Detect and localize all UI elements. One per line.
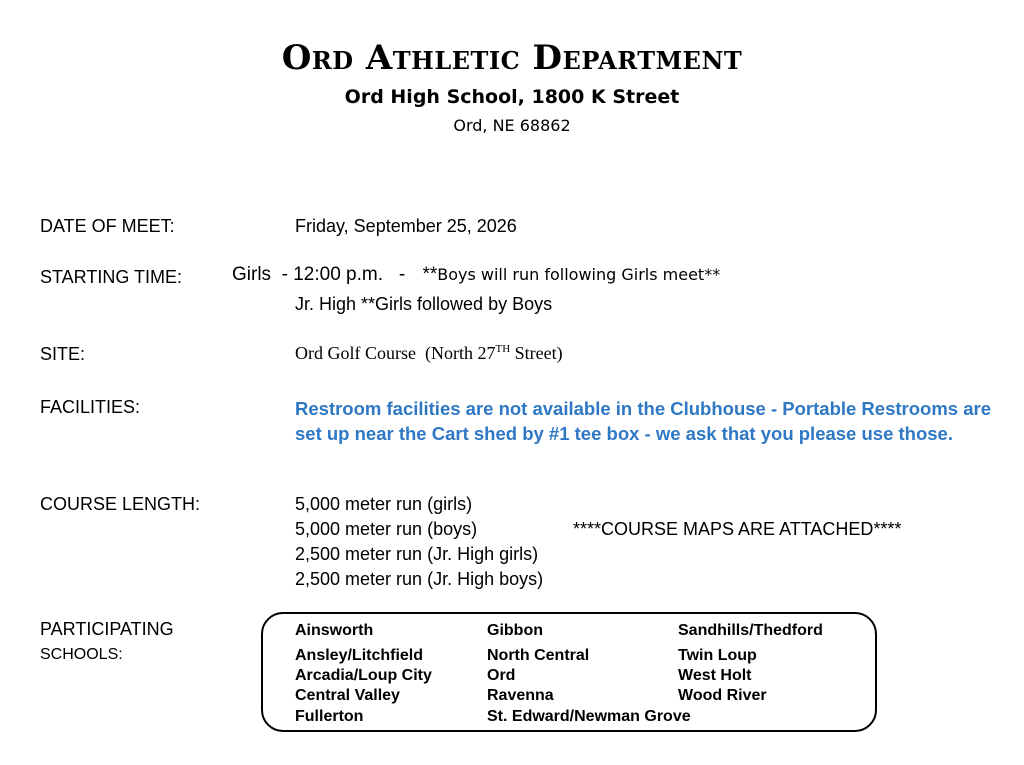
site-value: [295, 343, 563, 364]
starting-time-girls: [232, 264, 720, 286]
page-title: Ord Athletic Department: [281, 38, 743, 78]
site-value-superscript: TH: [495, 343, 511, 355]
school-item: North Central: [487, 647, 590, 664]
site-value-before: Ord Golf Course (North 27: [295, 343, 496, 363]
date-of-meet-label: DATE OF MEET:: [40, 216, 175, 236]
school-item: Twin Loup: [678, 647, 757, 664]
page-subtitle: Ord High School, 1800 K Street: [344, 86, 680, 108]
school-item: Gibbon: [487, 622, 543, 639]
boys-start-note: Boys will run following Girls meet**: [437, 265, 721, 284]
course-length-item: 5,000 meter run (girls): [295, 494, 473, 514]
school-item: Ainsworth: [295, 622, 374, 639]
school-item: Ravenna: [487, 687, 554, 704]
date-of-meet-value: Friday, September 25, 2026: [295, 216, 517, 236]
facilities-label: FACILITIES:: [40, 397, 141, 417]
course-length-item: 5,000 meter run (boys): [295, 519, 478, 539]
facilities-text: Restroom facilities are not available in the Clubhouse - Portable Restrooms are set up near the Cart shed by #1 tee box - we ask that you please use those.: [295, 398, 991, 444]
schools-label: SCHOOLS:: [40, 646, 123, 663]
school-item: Ord: [487, 667, 516, 684]
course-maps-note: ****COURSE MAPS ARE ATTACHED****: [573, 519, 902, 539]
address: Ord, NE 68862: [453, 116, 571, 135]
course-length-item: 2,500 meter run (Jr. High girls): [295, 544, 539, 564]
participating-label: PARTICIPATING: [40, 619, 174, 639]
school-item: Fullerton: [295, 708, 364, 725]
starting-time-label: STARTING TIME:: [40, 267, 183, 287]
starting-time-stars: **: [422, 264, 438, 285]
course-length-label: COURSE LENGTH:: [40, 494, 201, 514]
school-item: Wood River: [678, 687, 767, 704]
school-item: Sandhills/Thedford: [678, 622, 823, 639]
course-length-item: 2,500 meter run (Jr. High boys): [295, 569, 544, 589]
site-value-after: Street): [510, 343, 563, 363]
site-label: SITE:: [40, 344, 86, 364]
school-item: Arcadia/Loup City: [295, 667, 432, 684]
jr-high-start-note: Jr. High **Girls followed by Boys: [295, 294, 553, 314]
school-item: St. Edward/Newman Grove: [487, 708, 691, 725]
school-item: West Holt: [678, 667, 752, 684]
school-item: Central Valley: [295, 687, 400, 704]
school-item: Ansley/Litchfield: [295, 647, 424, 664]
girls-start-time: Girls - 12:00 p.m. -: [232, 264, 406, 285]
